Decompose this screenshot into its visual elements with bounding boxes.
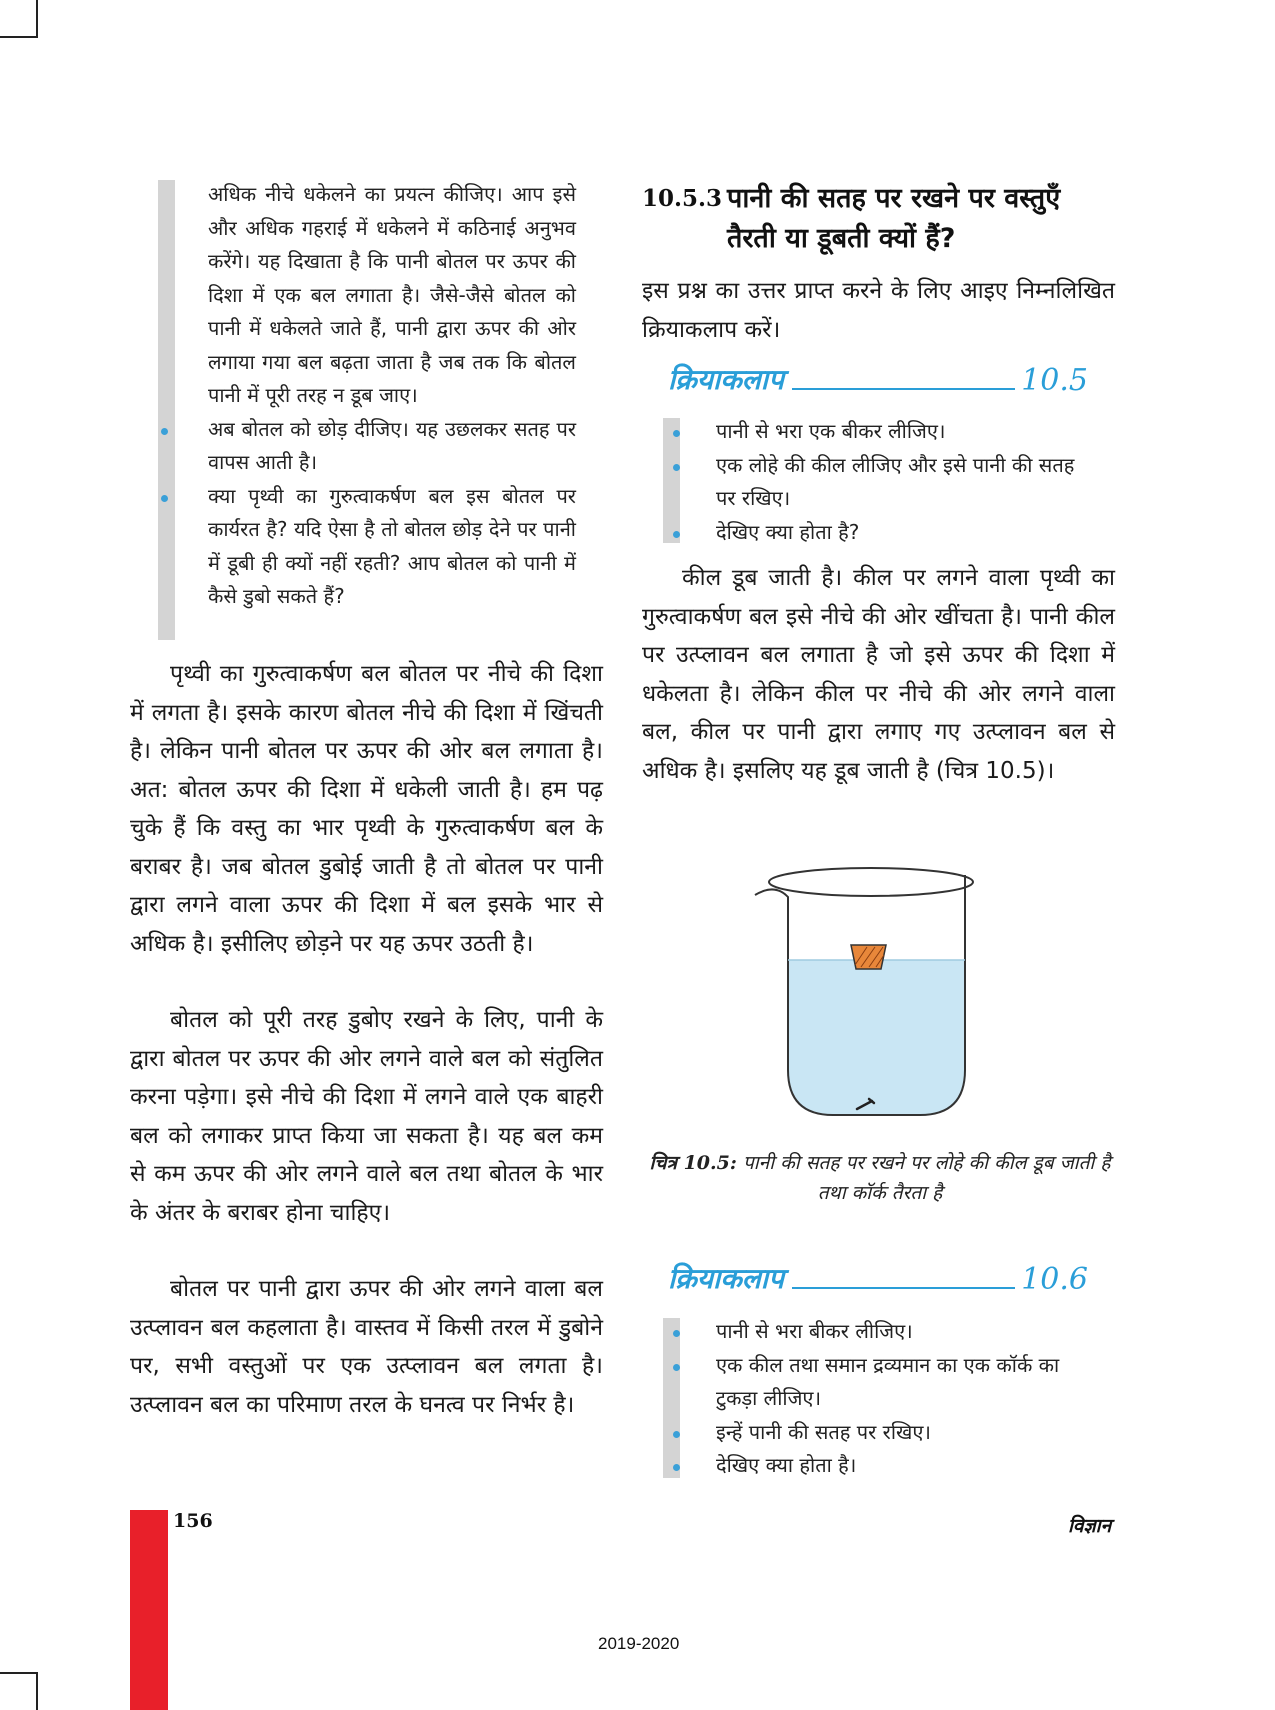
left-paragraph-1: पृथ्वी का गुरुत्वाकर्षण बल बोतल पर नीचे की दिशा में लगता है। इसके कारण बोतल नीचे की दिशा में खिंचती है। लेकिन पानी बोतल पर ऊपर की ओर बल लगाता है। अत: बोतल ऊपर की दिशा में धकेली जाती है। हम पढ़ चुके हैं कि वस्तु का भार पृथ्वी के गुरुत्वाकर्षण बल के बराबर है। जब बोतल डुबोई जाती है तो बोतल पर पानी द्वारा लगने वाला ऊपर की दिशा में बल इसके भार से अधिक है। इसीलिए छोड़ने पर यह ऊपर उठती है। bbox=[130, 661, 603, 957]
bullet-icon bbox=[673, 531, 680, 538]
left-activity-item bbox=[208, 178, 576, 413]
book-name: विज्ञान bbox=[1068, 1515, 1112, 1537]
activity-heading-rule bbox=[792, 1287, 1015, 1289]
list-item-text: एक लोहे की कील लीजिए और इसे पानी की सतह पर रखिए। bbox=[716, 452, 1075, 510]
activity-10-5-heading bbox=[668, 360, 1088, 398]
activity-heading-rule bbox=[792, 388, 1015, 390]
activity-label: क्रियाकलाप bbox=[668, 1262, 784, 1295]
bullet-icon bbox=[161, 495, 168, 502]
section-title: पानी की सतह पर रखने पर वस्तुएँ तैरती या डूबती क्यों हैं? bbox=[727, 183, 1061, 254]
figure-caption bbox=[640, 1148, 1120, 1208]
bullet-icon bbox=[673, 430, 680, 437]
crop-mark-top-left-v bbox=[36, 0, 38, 38]
list-item bbox=[716, 1449, 1086, 1483]
list-item bbox=[716, 415, 1086, 449]
activity-number: 10.5 bbox=[1021, 363, 1088, 398]
section-intro: इस प्रश्न का उत्तर प्राप्त करने के लिए आइए निम्नलिखित क्रियाकलाप करें। bbox=[642, 278, 1115, 343]
bullet-icon bbox=[673, 1464, 680, 1471]
list-item-text: इन्हें पानी की सतह पर रखिए। bbox=[716, 1419, 932, 1444]
activity-10-6-bar bbox=[663, 1318, 680, 1478]
left-paragraph-2: बोतल को पूरी तरह डुबोए रखने के लिए, पानी के द्वारा बोतल पर ऊपर की ओर लगने वाले बल को संतुलित करना पड़ेगा। इसे नीचे की दिशा में लगने वाले एक बाहरी बल को लगाकर प्राप्त किया जा सकता है। यह बल कम से कम ऊपर की ओर लगने वाले बल तथा बोतल के भार के अंतर के बराबर होना चाहिए। bbox=[130, 1007, 603, 1226]
water-fill bbox=[788, 960, 965, 1115]
left-activity-item bbox=[208, 480, 576, 614]
section-number: 10.5.3 bbox=[642, 185, 723, 212]
activity-10-5-list bbox=[716, 415, 1086, 549]
crop-mark-bottom-left-v bbox=[36, 1672, 38, 1710]
list-item-text: पानी से भरा बीकर लीजिए। bbox=[716, 1319, 913, 1343]
left-paragraph-3: बोतल पर पानी द्वारा ऊपर की ओर लगने वाला बल उत्प्लावन बल कहलाता है। वास्तव में किसी तरल में डुबोने पर, सभी वस्तुओं पर एक उत्प्लावन बल लगता है। उत्प्लावन बल का परिमाण तरल के घनत्व पर निर्भर है। bbox=[130, 1276, 603, 1418]
left-activity-item bbox=[208, 413, 576, 480]
left-activity-item-text: अब बोतल को छोड़ दीजिए। यह उछलकर सतह पर वापस आती है। bbox=[208, 416, 576, 474]
crop-mark-bottom-left-h bbox=[0, 1672, 38, 1674]
list-item-text: देखिए क्या होता है। bbox=[716, 1453, 857, 1477]
activity-10-6-list bbox=[716, 1315, 1086, 1483]
crop-mark-top-left-h bbox=[0, 36, 38, 38]
bullet-icon bbox=[161, 428, 168, 435]
activity-number: 10.6 bbox=[1021, 1262, 1088, 1297]
activity-label: क्रियाकलाप bbox=[668, 363, 784, 396]
figure-caption-text: पानी की सतह पर रखने पर लोहे की कील डूब जाती है तथा कॉर्क तैरता है bbox=[742, 1152, 1111, 1204]
list-item-text: देखिए क्या होता है? bbox=[716, 519, 860, 544]
list-item bbox=[716, 1315, 1086, 1349]
beaker-figure bbox=[745, 865, 980, 1125]
activity-10-6-heading bbox=[668, 1259, 1088, 1297]
list-item bbox=[716, 449, 1086, 516]
bullet-icon bbox=[673, 1431, 680, 1438]
page-edge-red-bar bbox=[130, 1510, 168, 1710]
list-item-text: पानी से भरा एक बीकर लीजिए। bbox=[716, 419, 946, 443]
left-activity-item-text: अधिक नीचे धकेलने का प्रयत्न कीजिए। आप इसे और अधिक गहराई में धकेलने में कठिनाई अनुभव करेंगे। यह दिखाता है कि पानी बोतल पर ऊपर की दिशा में एक बल लगाता है। जैसे-जैसे बोतल को पानी में धकेलते जाते हैं, पानी द्वारा ऊपर की ओर लगाया गया बल बढ़ता जाता है जब तक कि बोतल पानी में पूरी तरह न डूब जाए। bbox=[208, 182, 576, 407]
bullet-icon bbox=[673, 464, 680, 471]
left-activity-list bbox=[208, 178, 576, 614]
list-item bbox=[716, 516, 1086, 550]
year-label: 2019-2020 bbox=[598, 1634, 680, 1653]
activity-box-bar bbox=[158, 180, 175, 640]
list-item bbox=[716, 1416, 1086, 1450]
bullet-icon bbox=[673, 1364, 680, 1371]
bullet-icon bbox=[673, 1330, 680, 1337]
figure-label: चित्र 10.5: bbox=[649, 1152, 737, 1174]
beaker-rim bbox=[769, 868, 973, 896]
list-item bbox=[716, 1349, 1086, 1416]
list-item-text: एक कील तथा समान द्रव्यमान का एक कॉर्क का टुकड़ा लीजिए। bbox=[716, 1352, 1060, 1410]
page-number: 156 bbox=[173, 1510, 213, 1532]
right-paragraph: कील डूब जाती है। कील पर लगने वाला पृथ्वी का गुरुत्वाकर्षण बल इसे नीचे की ओर खींचता है। पानी कील पर उत्प्लावन बल लगाता है जो इसे ऊपर की दिशा में धकेलता है। लेकिन कील पर नीचे की ओर लगने वाला बल, कील पर पानी द्वारा लगाए गए उत्प्लावन बल से अधिक है। इसलिए यह डूब जाती है (चित्र 10.5)। bbox=[642, 565, 1115, 784]
left-activity-item-text: क्या पृथ्वी का गुरुत्वाकर्षण बल इस बोतल पर कार्यरत है? यदि ऐसा है तो बोतल छोड़ देने पर पानी में डूबी ही क्यों नहीं रहती? आप बोतल को पानी में कैसे डुबो सकते हैं? bbox=[208, 483, 576, 608]
